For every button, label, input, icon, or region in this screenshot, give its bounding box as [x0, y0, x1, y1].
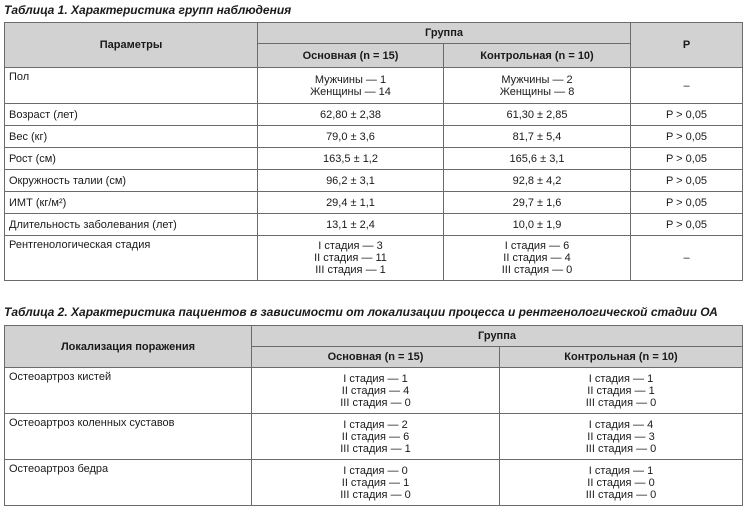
- group-header: Группа: [258, 23, 631, 44]
- param-cell: Вес (кг): [5, 126, 258, 148]
- main-value: II стадия — 11: [314, 252, 387, 264]
- main-value-cell: [258, 214, 444, 236]
- main-value-cell: [258, 236, 444, 281]
- localization-cell: Остеоартроз бедра: [5, 460, 252, 506]
- control-value: 10,0 ± 1,9: [512, 218, 562, 231]
- main-value: 79,0 ± 3,6: [326, 130, 375, 143]
- table2-localization: [4, 325, 743, 506]
- control-stage-value: III стадия — 0: [585, 442, 657, 455]
- control-value: Женщины — 8: [499, 85, 575, 98]
- control-value-cell: [444, 170, 631, 192]
- param-cell: Рентгенологическая стадия: [5, 236, 258, 281]
- main-value-cell: [258, 126, 444, 148]
- table2-caption: Таблица 2. Характеристика пациентов в зависимости от локализации процесса и рентгенологической стадии ОА: [4, 305, 718, 319]
- localization-cell: Остеоартроз коленных суставов: [5, 414, 252, 460]
- control-value: III стадия — 0: [501, 264, 573, 276]
- table-row: [5, 214, 743, 236]
- main-value: Мужчины — 1: [314, 73, 387, 86]
- table-row: [5, 68, 743, 104]
- main-stage-value: I стадия — 1: [343, 372, 408, 385]
- control-value: Мужчины — 2: [501, 73, 573, 86]
- table-row: [5, 192, 743, 214]
- p-value-cell: P > 0,05: [631, 214, 743, 236]
- main-value-cell: [258, 68, 444, 104]
- p-header: Р: [631, 23, 743, 68]
- main-value-cell: [258, 192, 444, 214]
- control-value-cell: [444, 214, 631, 236]
- main-value: 96,2 ± 3,1: [326, 174, 375, 187]
- control-value-cell: [444, 126, 631, 148]
- p-value-cell: P > 0,05: [631, 170, 743, 192]
- control-value: 81,7 ± 5,4: [512, 130, 562, 143]
- main-value: I стадия — 3: [318, 240, 383, 252]
- main-stage-value: III стадия — 0: [340, 488, 411, 501]
- p-value-cell: –: [631, 236, 743, 281]
- control-value: I стадия — 6: [504, 240, 570, 252]
- param-cell: Возраст (лет): [5, 104, 258, 126]
- main-stage-value: II стадия — 4: [341, 384, 410, 397]
- main-stage-value: I стадия — 0: [343, 464, 408, 477]
- main-value-cell: [258, 170, 444, 192]
- control-value-cell: [444, 104, 631, 126]
- control-stage-cell: [500, 368, 743, 414]
- param-cell: Пол: [5, 68, 258, 104]
- table-row: [5, 148, 743, 170]
- main-value: 62,80 ± 2,38: [319, 108, 382, 121]
- table-row: [5, 460, 743, 506]
- control-value: 61,30 ± 2,85: [506, 108, 568, 121]
- control-value: 92,8 ± 4,2: [512, 174, 562, 187]
- control-stage-cell: [500, 414, 743, 460]
- param-cell: Окружность талии (см): [5, 170, 258, 192]
- main-value: III стадия — 1: [315, 264, 386, 276]
- table1-caption: Таблица 1. Характеристика групп наблюдения: [4, 3, 292, 17]
- main-value-cell: [258, 104, 444, 126]
- control-value-cell: [444, 192, 631, 214]
- main-value: Женщины — 14: [310, 85, 391, 98]
- localization-header: Локализация поражения: [5, 326, 252, 368]
- param-cell: Длительность заболевания (лет): [5, 214, 258, 236]
- control-stage-value: I стадия — 1: [588, 372, 654, 385]
- p-value-cell: –: [631, 68, 743, 104]
- table1-observation-groups: [4, 22, 743, 281]
- main-stage-value: III стадия — 0: [340, 396, 411, 409]
- control-stage-value: III стадия — 0: [585, 396, 657, 409]
- control-value-cell: [444, 236, 631, 281]
- table-row: [5, 170, 743, 192]
- table-row: [5, 414, 743, 460]
- group-header-2: Группа: [252, 326, 743, 347]
- main-stage-value: I стадия — 2: [343, 418, 408, 431]
- control-value-cell: [444, 148, 631, 170]
- p-value-cell: P > 0,05: [631, 104, 743, 126]
- main-group-header-2: Основная (n = 15): [252, 347, 500, 368]
- p-value-cell: P > 0,05: [631, 192, 743, 214]
- main-stage-value: II стадия — 1: [341, 476, 410, 489]
- main-value: 29,4 ± 1,1: [326, 196, 375, 209]
- control-value: II стадия — 4: [503, 252, 571, 264]
- params-header: Параметры: [5, 23, 258, 68]
- table-row: [5, 126, 743, 148]
- control-value-cell: [444, 68, 631, 104]
- p-value-cell: P > 0,05: [631, 126, 743, 148]
- control-stage-value: I стадия — 1: [588, 464, 654, 477]
- control-value: 29,7 ± 1,6: [512, 196, 562, 209]
- localization-cell: Остеоартроз кистей: [5, 368, 252, 414]
- main-stage-cell: [252, 414, 500, 460]
- control-value: 165,6 ± 3,1: [509, 152, 565, 165]
- main-stage-value: II стадия — 6: [341, 430, 410, 443]
- control-stage-value: I стадия — 4: [588, 418, 654, 431]
- main-stage-cell: [252, 368, 500, 414]
- control-stage-cell: [500, 460, 743, 506]
- param-cell: ИМТ (кг/м²): [5, 192, 258, 214]
- main-value: 163,5 ± 1,2: [323, 152, 378, 165]
- main-stage-value: III стадия — 1: [340, 442, 411, 455]
- control-stage-value: II стадия — 3: [587, 430, 655, 443]
- control-stage-value: II стадия — 1: [587, 384, 655, 397]
- main-value: 13,1 ± 2,4: [326, 218, 375, 231]
- param-cell: Рост (см): [5, 148, 258, 170]
- control-group-header: Контрольная (n = 10): [444, 44, 631, 68]
- table-row: [5, 236, 743, 281]
- main-value-cell: [258, 148, 444, 170]
- control-stage-value: III стадия — 0: [585, 488, 657, 501]
- control-group-header-2: Контрольная (n = 10): [500, 347, 743, 368]
- control-stage-value: II стадия — 0: [587, 476, 655, 489]
- table-row: [5, 104, 743, 126]
- main-stage-cell: [252, 460, 500, 506]
- main-group-header: Основная (n = 15): [258, 44, 444, 68]
- table-row: [5, 368, 743, 414]
- p-value-cell: P > 0,05: [631, 148, 743, 170]
